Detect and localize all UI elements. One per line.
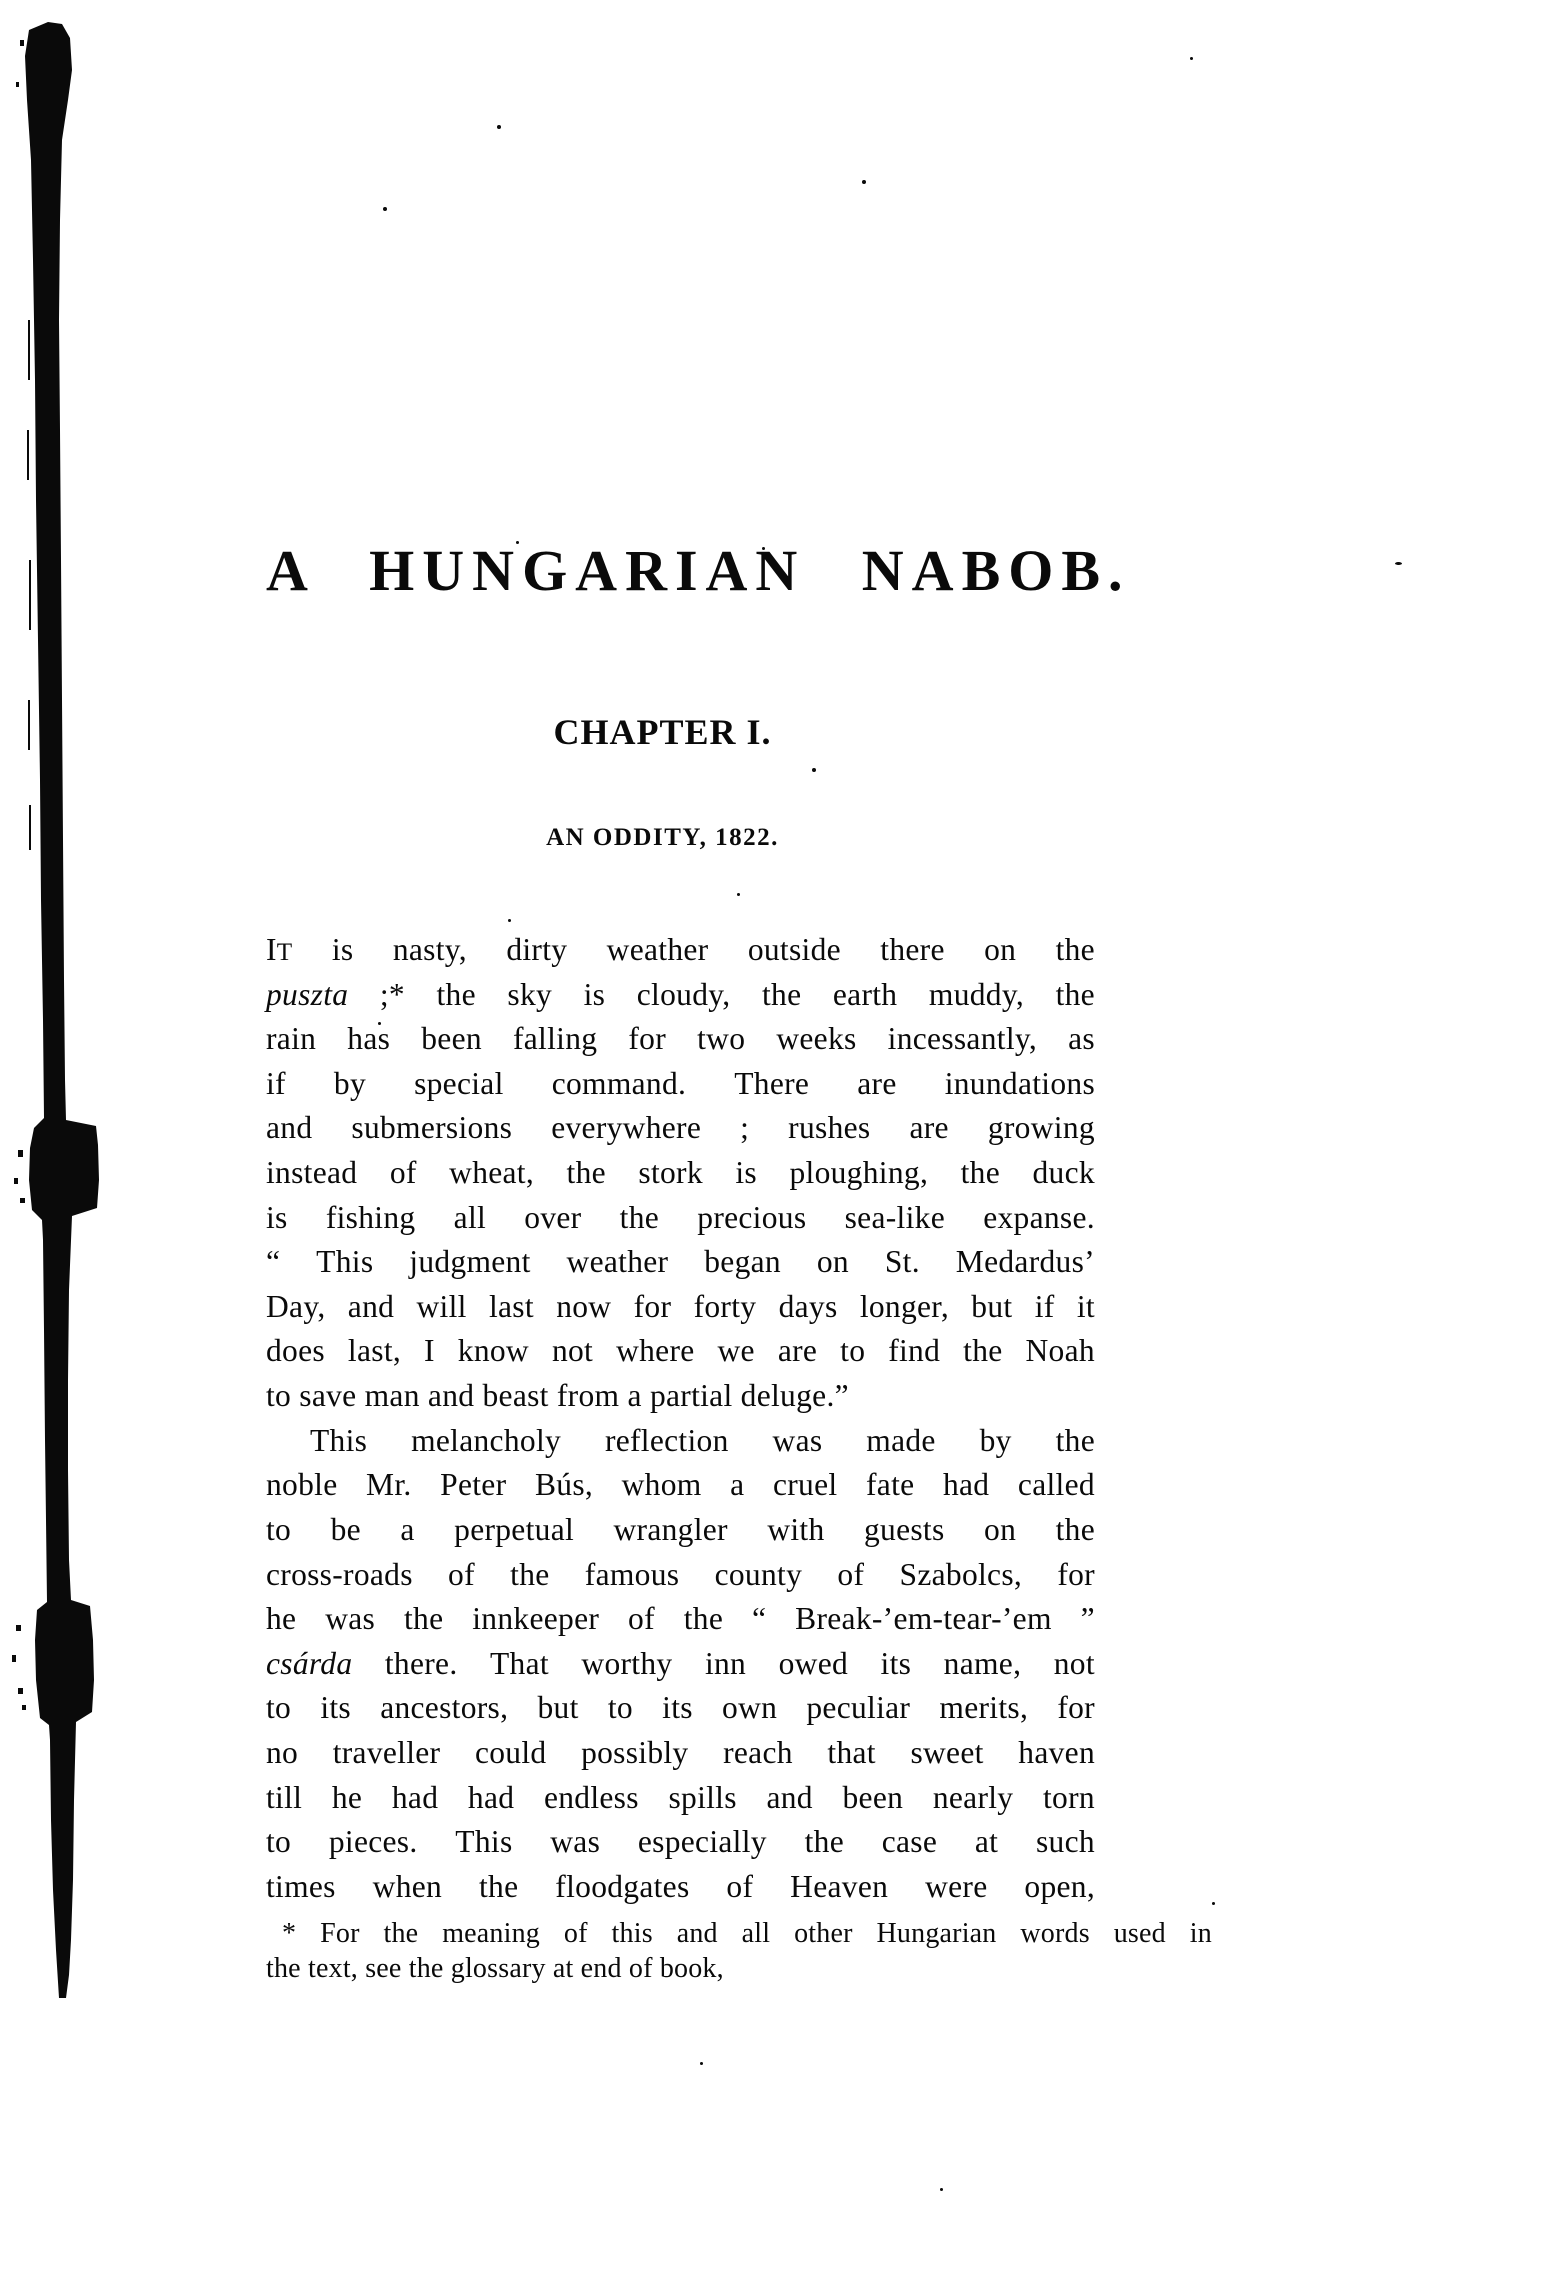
text-line: to its ancestors, but to its own peculiar merits, for [266, 1690, 1095, 1726]
footnote [266, 1916, 1212, 1986]
text-line: to be a perpetual wrangler with guests on the [266, 1511, 1095, 1547]
text-line: * For the meaning of this and all other Hungarian words used in [282, 1918, 1212, 1949]
text-line: rain has been falling for two weeks incessantly, as [266, 1021, 1095, 1057]
text-line: csárda there. That worthy inn owed its name, not [266, 1645, 1095, 1681]
text-line: the text, see the glossary at end of book, [266, 1953, 724, 1984]
binding-gutter-artifact [0, 0, 120, 2291]
scan-speck [1395, 562, 1402, 565]
text-line: to save man and beast from a partial deluge.” [266, 1378, 849, 1414]
text-line: puszta ;* the sky is cloudy, the earth muddy, the [266, 976, 1095, 1012]
book-title: A HUNGARIAN NABOB. [266, 538, 1131, 603]
text-line: he was the innkeeper of the “ Break-’em-tear-’em ” [266, 1601, 1095, 1637]
text-line: cross-roads of the famous county of Szabolcs, for [266, 1556, 1095, 1592]
text-line: noble Mr. Peter Bús, whom a cruel fate had called [266, 1467, 1095, 1503]
text-line: IT is nasty, dirty weather outside there on the [266, 932, 1095, 967]
text-line: till he had had endless spills and been nearly torn [266, 1779, 1095, 1815]
text-line: instead of wheat, the stork is ploughing, the duck [266, 1155, 1095, 1191]
text-line: times when the floodgates of Heaven were open, [266, 1868, 1095, 1904]
section-heading: AN ODDITY, 1822. [546, 824, 779, 851]
text-line: to pieces. This was especially the case at such [266, 1824, 1095, 1860]
scan-speck [1212, 1902, 1215, 1905]
chapter-heading: CHAPTER I. [553, 712, 772, 752]
body-text [266, 928, 1095, 1909]
scan-speck [1190, 57, 1193, 60]
text-line: “ This judgment weather began on St. Medardus’ [266, 1244, 1095, 1280]
text-line: This melancholy reflection was made by the [310, 1422, 1095, 1458]
text-line: and submersions everywhere ; rushes are growing [266, 1110, 1095, 1146]
text-line: no traveller could possibly reach that sweet haven [266, 1734, 1095, 1770]
text-column [266, 0, 1212, 2291]
text-line: does last, I know not where we are to find the Noah [266, 1333, 1095, 1369]
text-line: is fishing all over the precious sea-like expanse. [266, 1199, 1095, 1235]
text-line: Day, and will last now for forty days longer, but if it [266, 1288, 1095, 1324]
text-line: if by special command. There are inundations [266, 1065, 1095, 1101]
